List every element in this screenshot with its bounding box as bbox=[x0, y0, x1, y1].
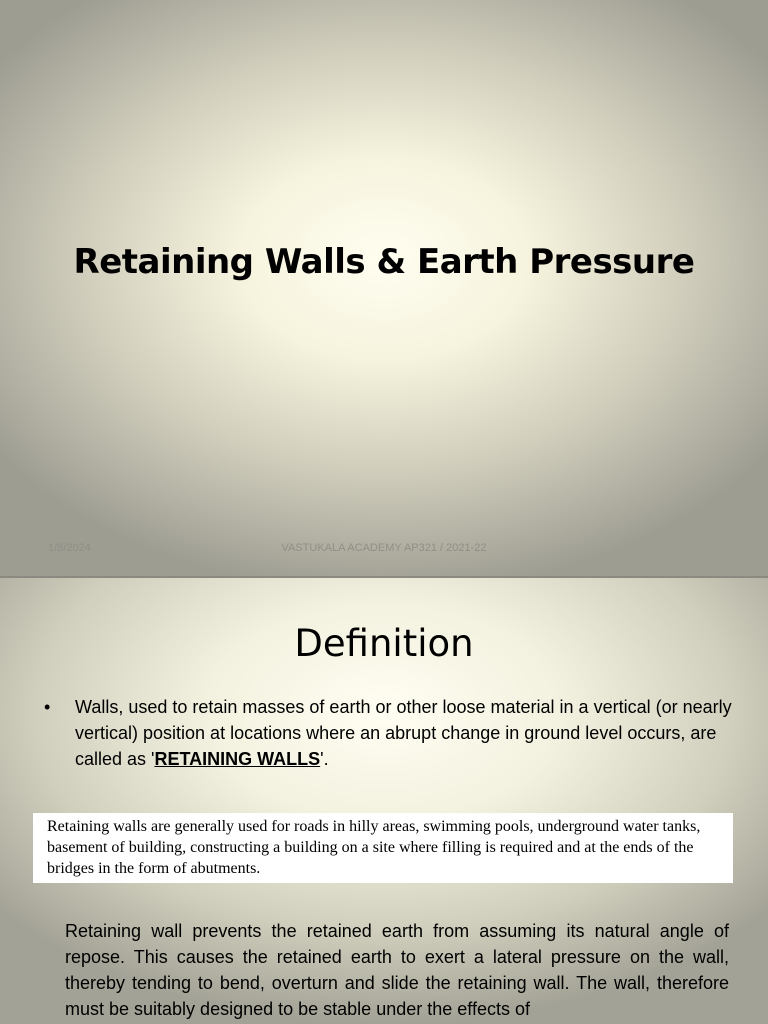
footer-date: 1/8/2024 bbox=[48, 542, 91, 554]
body-paragraph: Retaining wall prevents the retained earth from assuming its natural angle of repose. This causes the retained earth to exert a lateral pressure on the wall, thereby tending to bend, overturn and slide the retaining wall. The wall, therefore must be suitably designed to be stable under the effects of bbox=[65, 921, 729, 1019]
emphasized-term: RETAINING WALLS bbox=[154, 749, 321, 769]
scanned-text-box: Retaining walls are generally used for roads in hilly areas, swimming pools, underground water tanks, basement of building, constructing a building on a site where filling is required and at the ends of the bridges in the form of abutments. bbox=[33, 813, 733, 883]
bullet-marker: • bbox=[44, 697, 51, 717]
slide-heading: Definition bbox=[294, 622, 474, 665]
footer-text: VASTUKALA ACADEMY AP321 / 2021-22 bbox=[281, 542, 487, 554]
definition-slide bbox=[0, 578, 768, 1024]
bullet-text-end: '. bbox=[320, 749, 329, 769]
bullet-text: Walls, used to retain masses of earth or other loose material in a vertical (or nearly vertical) position at locations where an abrupt change in ground level occurs, are called as ' bbox=[75, 697, 732, 769]
slide-title: Retaining Walls & Earth Pressure bbox=[73, 242, 695, 282]
bullet-item bbox=[44, 694, 734, 772]
bullet-list bbox=[44, 694, 734, 772]
